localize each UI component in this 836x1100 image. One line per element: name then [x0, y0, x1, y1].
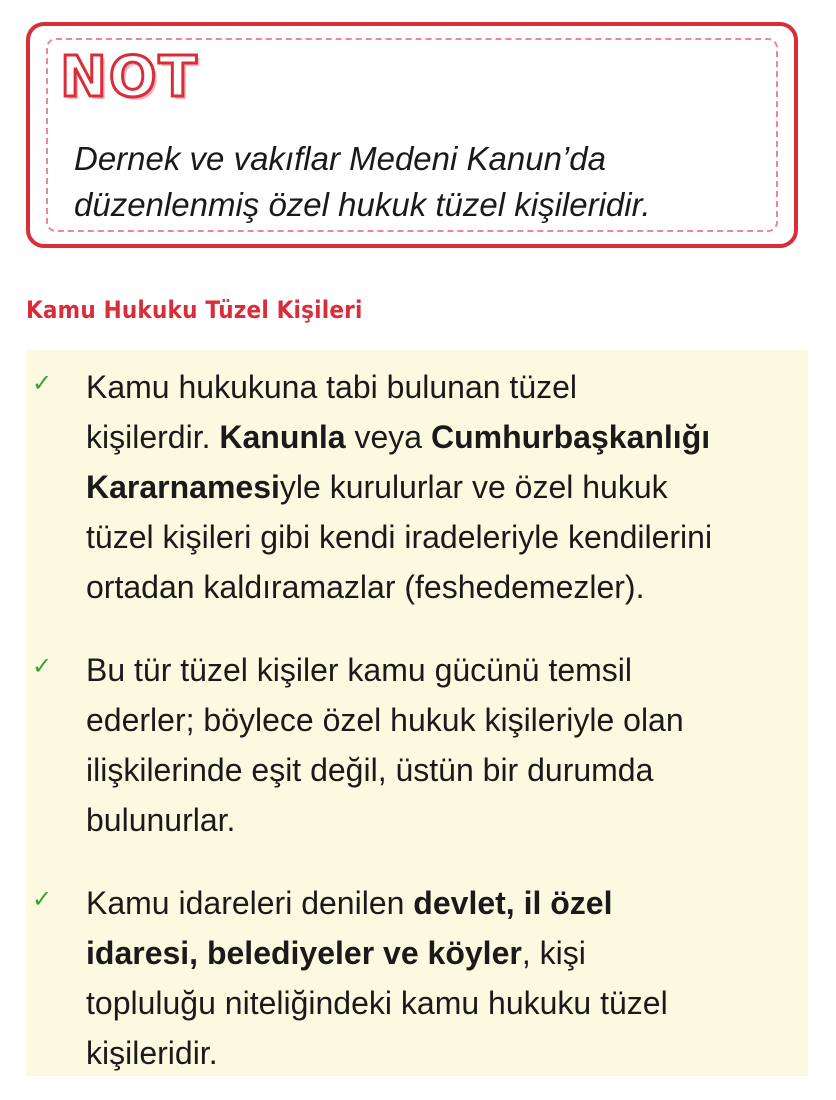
bold-term: Cumhurbaşkanlığı [430, 419, 711, 455]
bullet-line: yle kurulurlar ve özel hukuk [279, 469, 668, 505]
check-icon: ✓ [32, 885, 53, 913]
check-icon: ✓ [32, 369, 53, 397]
bold-term: devlet, il özel [413, 885, 613, 921]
info-panel [26, 350, 808, 1076]
check-icon: ✓ [32, 652, 53, 680]
note-text-line-1: Dernek ve vakıflar Medeni Kanun’da [74, 140, 606, 177]
section-heading: Kamu Hukuku Tüzel Kişileri [26, 296, 363, 324]
bullet-line: bulunurlar. [86, 802, 236, 838]
note-text [74, 136, 774, 228]
note-dashed-frame [46, 38, 778, 232]
bullet-line: kişilerdir. [86, 419, 220, 455]
bold-term: idaresi, belediyeler ve köyler [86, 935, 522, 971]
bold-term: Kararnamesi [86, 469, 280, 505]
bullet-line: Kamu hukukuna tabi bulunan tüzel [86, 369, 578, 405]
note-text-line-2: düzenlenmiş özel hukuk tüzel kişileridir. [74, 186, 651, 223]
bullet-line: topluluğu niteliğindeki kamu hukuku tüzel [86, 985, 668, 1021]
note-title: NOT [60, 45, 199, 110]
note-box [26, 22, 798, 248]
bullet-line: , kişi [521, 935, 586, 971]
bullet-line: kişileridir. [86, 1035, 218, 1071]
bullet-text [86, 362, 798, 612]
bold-term: Kanunla [219, 419, 346, 455]
bullet-line: tüzel kişileri gibi kendi iradeleriyle kendilerini [86, 519, 713, 555]
bullet-line: ederler; böylece özel hukuk kişileriyle olan [86, 702, 684, 738]
bullet-text [86, 878, 798, 1078]
bullet-line: Kamu idareleri denilen [86, 885, 414, 921]
bullet-line: Bu tür tüzel kişiler kamu gücünü temsil [86, 652, 632, 688]
bullet-line: ilişkilerinde eşit değil, üstün bir durumda [86, 752, 654, 788]
bullet-text [86, 645, 798, 845]
bullet-line: veya [345, 419, 431, 455]
bullet-line: ortadan kaldıramazlar (feshedemezler). [86, 569, 645, 605]
